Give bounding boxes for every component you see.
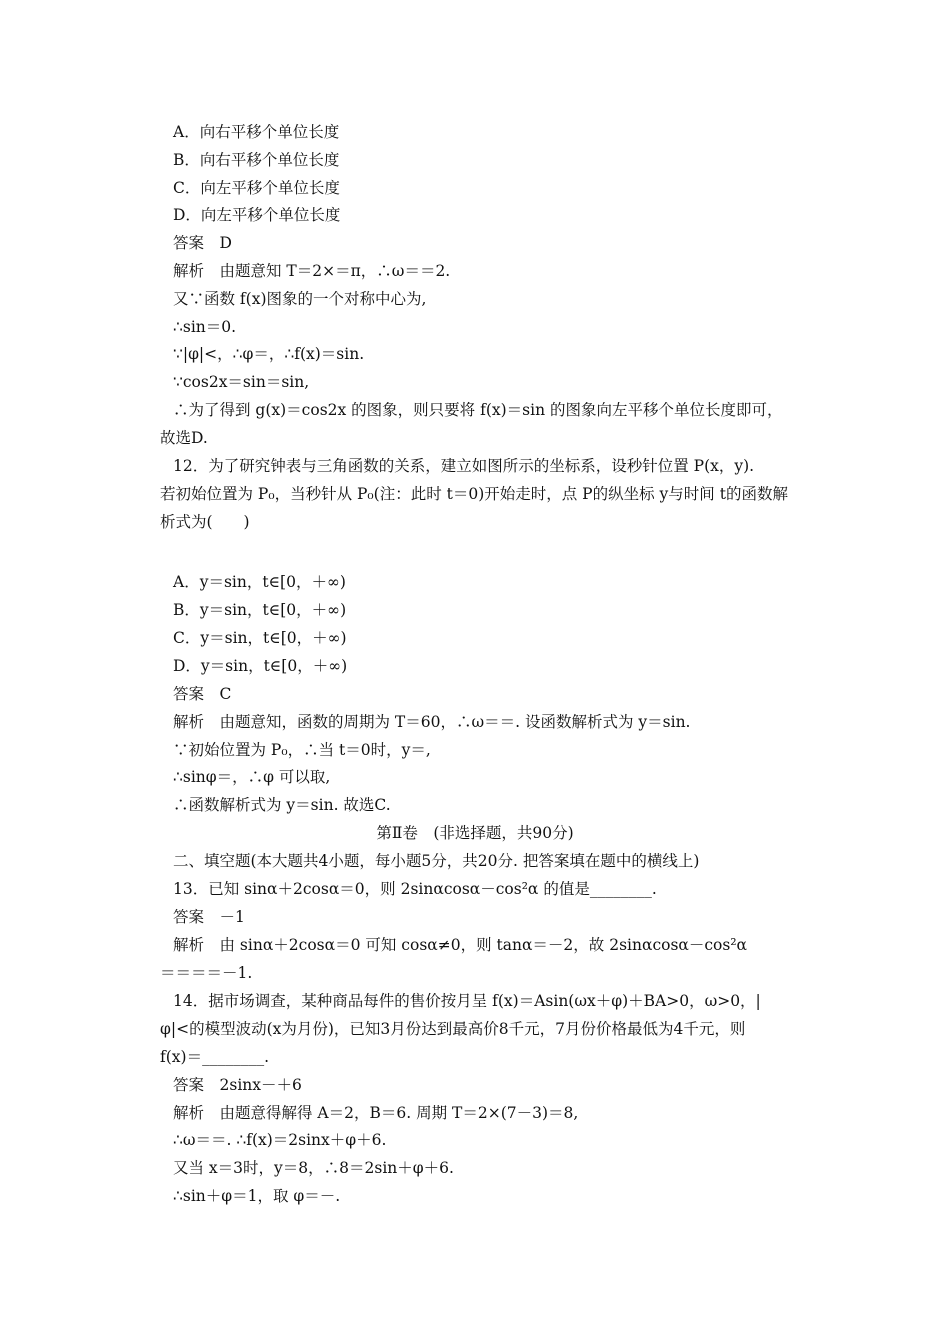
question-14-stem: 14．据市场调查，某种商品每件的售价按月呈 f(x)＝Asin(ωx＋φ)＋BA>0，ω>0，| <box>173 992 761 1010</box>
analysis-line: ∴ω＝＝. ∴f(x)＝2sinx＋φ＋6. <box>173 1131 387 1149</box>
question-14-stem: φ|<的模型波动(x为月份)，已知3月份达到最高价8千元，7月份价格最低为4千元，则 <box>160 1020 746 1038</box>
part-two-title: 第Ⅱ卷 (非选择题，共90分) <box>376 824 574 842</box>
option-c: C．向左平移个单位长度 <box>173 179 340 197</box>
question-12-stem: 12．为了研究钟表与三角函数的关系，建立如图所示的坐标系，设秒针位置 P(x，y). <box>173 457 755 475</box>
analysis-line: 解析 由题意知 T＝2×＝π，∴ω＝＝2. <box>173 262 451 280</box>
question-12-stem: 析式为( ) <box>160 513 250 531</box>
analysis-line: 解析 由 sinα＋2cosα＝0 可知 cosα≠0，则 tanα＝－2，故 2sinαcosα－cos²α <box>173 936 748 954</box>
analysis-line: 解析 由题意知，函数的周期为 T＝60，∴ω＝＝. 设函数解析式为 y＝sin. <box>173 713 691 731</box>
option-a: A．向右平移个单位长度 <box>173 123 340 141</box>
question-14-stem: f(x)＝________. <box>160 1048 269 1066</box>
analysis-line: ∴为了得到 g(x)＝cos2x 的图象，则只要将 f(x)＝sin 的图象向左平移个单位长度即可， <box>173 401 783 419</box>
section-heading: 二、填空题(本大题共4小题，每小题5分，共20分. 把答案填在题中的横线上) <box>173 852 700 870</box>
analysis-line: 又∵函数 f(x)图象的一个对称中心为, <box>173 290 427 308</box>
analysis-line: 又当 x＝3时，y＝8，∴8＝2sin＋φ＋6. <box>173 1159 454 1177</box>
analysis-line: ∴函数解析式为 y＝sin. 故选C. <box>173 796 391 814</box>
analysis-line: ∵cos2x＝sin＝sin, <box>173 373 310 391</box>
option-b: B．向右平移个单位长度 <box>173 151 340 169</box>
answer-line: 答案 2sinx－＋6 <box>173 1076 302 1094</box>
answer-line: 答案 C <box>173 685 232 703</box>
analysis-line: 解析 由题意得解得 A＝2，B＝6. 周期 T＝2×(7－3)＝8, <box>173 1104 579 1122</box>
option-d: D．向左平移个单位长度 <box>173 206 341 224</box>
analysis-line: ∴sin＝0. <box>173 318 237 336</box>
option-c: C．y＝sin，t∈[0，＋∞) <box>173 629 347 647</box>
answer-line: 答案 －1 <box>173 908 245 926</box>
analysis-line: ∵初始位置为 P₀，∴当 t＝0时，y＝, <box>173 741 431 759</box>
option-a: A．y＝sin，t∈[0，＋∞) <box>173 573 346 591</box>
option-d: D．y＝sin，t∈[0，＋∞) <box>173 657 348 675</box>
analysis-line: ∴sinφ＝，∴φ 可以取, <box>173 768 331 786</box>
question-13-stem: 13．已知 sinα＋2cosα＝0，则 2sinαcosα－cos²α 的值是________. <box>173 880 657 898</box>
analysis-line: ＝＝＝＝－1. <box>160 964 253 982</box>
question-12-stem: 若初始位置为 P₀，当秒针从 P₀(注：此时 t＝0)开始走时，点 P的纵坐标 y与时间 t的函数解 <box>160 485 788 503</box>
analysis-line: ∵|φ|<，∴φ＝，∴f(x)＝sin. <box>173 345 365 363</box>
answer-line: 答案 D <box>173 234 232 252</box>
analysis-line: ∴sin＋φ＝1，取 φ＝－. <box>173 1187 341 1205</box>
analysis-line: 故选D. <box>160 429 208 447</box>
option-b: B．y＝sin，t∈[0，＋∞) <box>173 601 347 619</box>
